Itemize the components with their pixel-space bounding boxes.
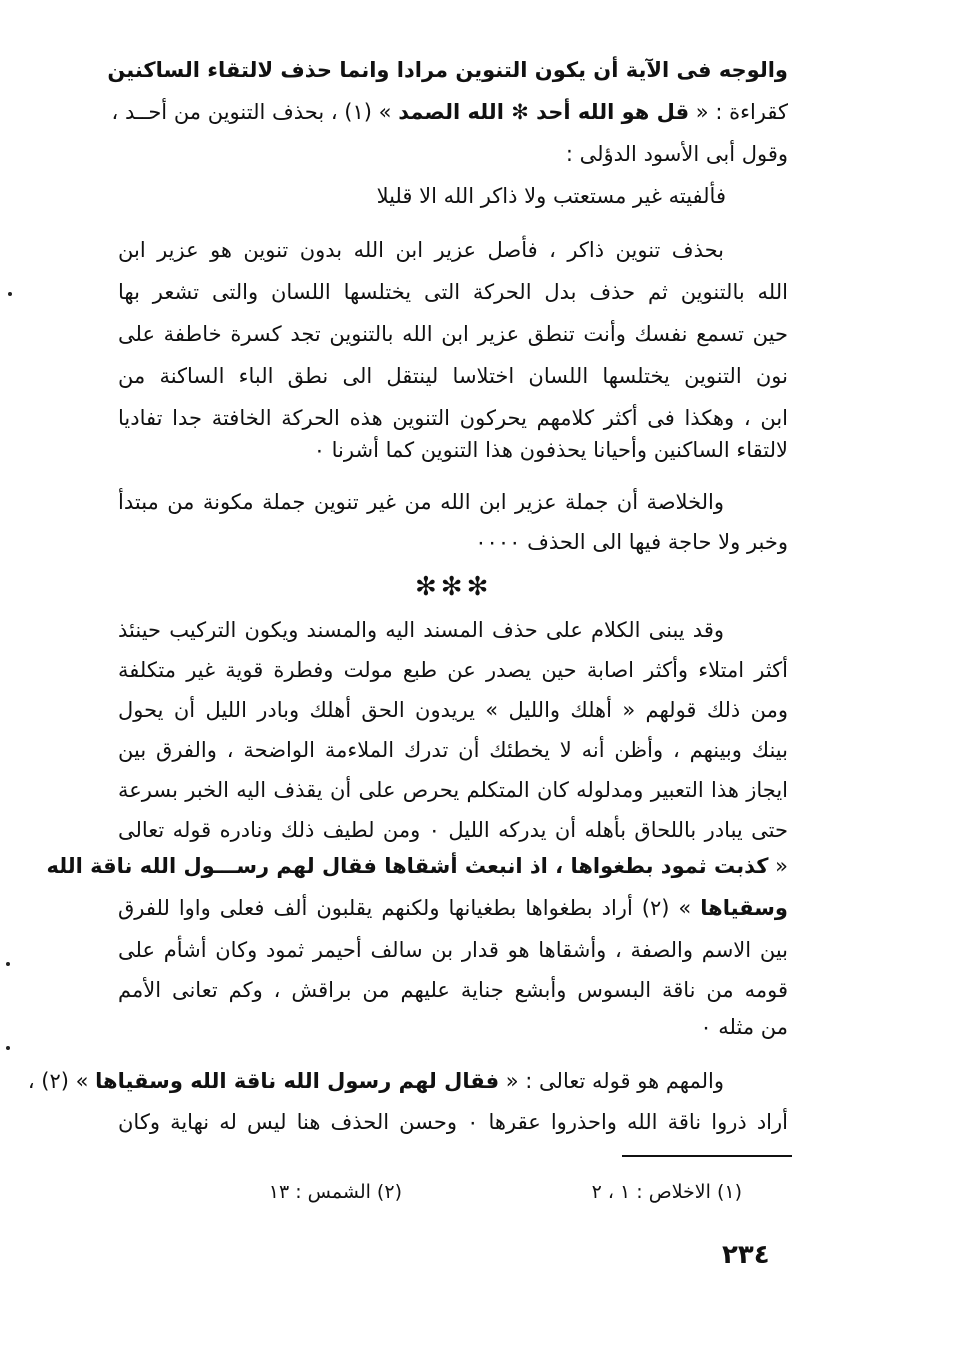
text-line bbox=[46, 851, 788, 881]
text-line: أكثر امتلاء وأكثر اصابة حين يصدر عن طبع مولت وفطرة قوية غير متكلفة bbox=[118, 658, 788, 682]
text-line: ابن ، وهكذا فى أكثر كلامهم يحركون التنوين هذه الحركة الخافتة جدا تفاديا bbox=[118, 406, 788, 430]
text-line: بحذف تنوين ذاكر ، فأصل عزير ابن الله بدون تنوين هو عزير ابن bbox=[118, 238, 724, 262]
quran-verse: فقال لهم رسول الله ناقة الله وسقياها bbox=[95, 1069, 500, 1093]
text-line: بين الاسم والصفة ، وأشقاها هو قدار بن سالف أحيمر ثمود وكان أشأم على bbox=[118, 938, 788, 962]
text-line: والوجه فى الآية أن يكون التنوين مرادا وانما حذف لالتقاء الساكنين bbox=[107, 58, 788, 82]
quote-rest: » (٢) ، bbox=[27, 1069, 96, 1093]
text-line: ايجاز هذا التعبير ومدلوله كان المتكلم يحرص على أن يقذف اليه الخبر بسرعة bbox=[118, 778, 788, 802]
text-line: حتى يبادر باللحاق بأهله أن يدركه الليل ٠ ومن لطيف ذلك ونادره قوله تعالى bbox=[118, 818, 788, 842]
scan-speck bbox=[6, 1046, 10, 1050]
text-line: ومن ذلك قولهم « أهلك والليل » يريدون الحق أهلك وبادر الليل أن يحول bbox=[118, 698, 788, 722]
text-line: وقول أبى الأسود الدؤلى : bbox=[565, 142, 788, 166]
quote-open: كقراءة : « bbox=[689, 100, 788, 124]
text-line: الله بالتنوين ثم حذف بدل الحركة التى يختلسها اللسان والتى تشعر بها bbox=[118, 280, 788, 304]
page-number: ٢٣٤ bbox=[722, 1240, 770, 1270]
quote-rest: » (١) ، بحذف التنوين من أحــد ، bbox=[111, 100, 399, 124]
text-line: وخبر ولا حاجة فيها الى الحذف ٠٠٠٠ bbox=[475, 530, 788, 554]
text-line: أراد ذروا ناقة الله واحذروا عقرها ٠ وحسن الحذف هنا ليس له نهاية وكان bbox=[118, 1110, 788, 1134]
text-line bbox=[111, 97, 788, 127]
quote-open: والمهم هو قوله تعالى : « bbox=[499, 1069, 724, 1093]
quran-verse: وسقياها bbox=[700, 896, 788, 920]
scan-speck bbox=[8, 292, 12, 296]
text-line: حين تسمع نفسك وأنت تنطق عزير ابن الله بالتنوين تجد كسرة خاطفة على bbox=[118, 322, 788, 346]
text-line: نون التنوين يختلسها اللسان اختلاسا لينتقل الى نطق الباء الساكنة من bbox=[118, 364, 788, 388]
text-line: وقد يبنى الكلام على حذف المسند اليه والمسند ويكون التركيب حينئذ bbox=[118, 618, 724, 642]
quran-verse: كذبت ثمود بطغواها ، اذ انبعث أشقاها فقال لهم رســـول الله ناقة الله bbox=[46, 854, 769, 878]
text-line bbox=[118, 893, 788, 923]
quran-verse: قل هو الله أحد ✻ الله الصمد bbox=[398, 100, 690, 124]
text-line bbox=[27, 1066, 788, 1096]
section-separator: ✻✻✻ bbox=[415, 572, 493, 602]
text-line: من مثله ٠ bbox=[700, 1015, 788, 1039]
text-line: لالتقاء الساكنين وأحيانا يحذفون هذا التنوين كما أشرنا ٠ bbox=[313, 438, 788, 462]
text-line: بينك وبينهم ، وأظن أنه لا يخطئك أن تدرك الملاءمة الواضحة ، والفرق بين bbox=[118, 738, 788, 762]
text-line: والخلاصة أن جملة عزير ابن الله من غير تنوين جملة مكونة من مبتدأ bbox=[118, 490, 724, 514]
footnote-1: (١) الاخلاص : ١ ، ٢ bbox=[591, 1181, 742, 1203]
text-line: قومه من ناقة البسوس وأبشع جناية عليهم من براقش ، وكم تعانى الأمم bbox=[118, 978, 788, 1002]
quote-open: « bbox=[768, 854, 788, 878]
scan-speck bbox=[6, 962, 10, 966]
footnote-rule bbox=[622, 1155, 792, 1157]
footnote-2: (٢) الشمس : ١٣ bbox=[268, 1181, 402, 1203]
quote-rest: » (٢) أراد بطغواها بطغيانها ولكنهم يقلبون ألف فعلى واوا للفرق bbox=[118, 896, 701, 920]
poetry-verse: فألفيته غير مستعتب ولا ذاكر الله الا قليلا bbox=[376, 184, 726, 208]
